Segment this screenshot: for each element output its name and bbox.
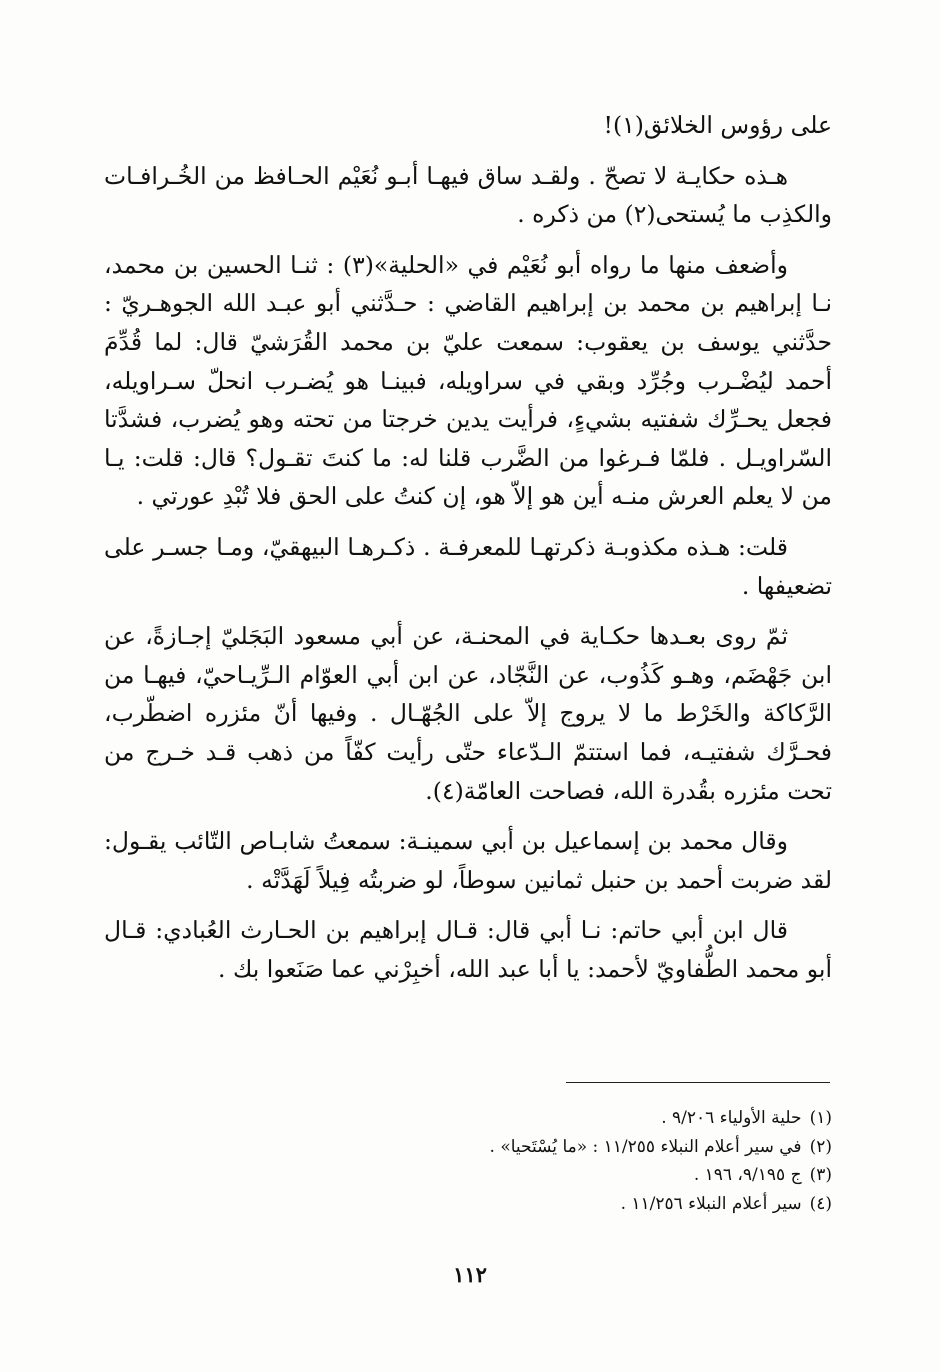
paragraph-7: قال ابن أبي حاتم: نـا أبي قال: قـال إبراهيم بن الحـارث العُبادي: قـال أبو محمد الطُّفاويّ لأحمد: يا أبا عبد الله، أخبِرْني عما صَنَعوا بك . [104, 916, 832, 983]
paragraph-4: قلت: هـذه مكذوبـة ذكرتهـا للمعرفـة . ذكـرهـا البيهقيّ، ومـا جسـر على تضعيفها . [104, 532, 832, 600]
footnote-number: (٢) [809, 1136, 832, 1157]
main-text [104, 106, 832, 988]
footnote-3 [420, 1161, 832, 1190]
paragraph-2: هـذه حكايـة لا تصحّ . ولقـد ساق فيهـا أبـو نُعَيْم الحـافظ من الخُـرافـات والكذِب ما يُستحى(٢) من ذكره . [104, 161, 832, 229]
footnote-number: (٤) [809, 1193, 832, 1214]
footnote-number: (٣) [809, 1165, 832, 1185]
footnote-text: في سير أعلام النبلاء ١١/٢٥٥ : «ما يُسْتَحيا» . [489, 1136, 802, 1157]
footnote-text: سير أعلام النبلاء ١١/٢٥٦ . [620, 1193, 802, 1214]
footnote-number: (١) [809, 1108, 832, 1128]
paragraph-3: وأضعف منها ما رواه أبو نُعَيْم في «الحلية»(٣) : ثنـا الحسين بن محمد، نـا إبراهيم بن محمد بن إبراهيم القاضي : حـدَّثني أبو عبـد الله الجوهـريّ : حدَّثني يوسف بن يعقوب: سمعت عليّ بن محمد القُرَشيّ قال: لما قُدِّمَ أحمد ليُضْـرب وجُرِّد وبقي في سراويله، فبينـا هو يُضـرب انحلّ سـراويله، فجعل يحـرِّك شفتيه بشيءٍ، فرأيت يدين خرجتا من تحته وهو يُضرب، فشدَّتا السّراويـل . فلمّا فـرغوا من الضَّرب قلنا له: ما كنتَ تقـول؟ قال: قلت: يـا من لا يعلم العرش منـه أين هو إلاّ هو، إن كنتُ على الحق فلا تُبْدِ عورتي . [104, 250, 832, 511]
footnote-1 [420, 1104, 832, 1133]
page-number: ١١٢ [453, 1262, 487, 1287]
footnotes [420, 1104, 832, 1218]
footnote-text: ج ٩/١٩٥، ١٩٦ . [693, 1165, 802, 1185]
footnote-2 [420, 1133, 832, 1162]
paragraph-6: وقال محمد بن إسماعيل بن أبي سمينـة: سمعتُ شابـاص التّائب يقـول: لقد ضربت أحمد بن حنبل ثمانين سوطاً، لو ضربتُه فِيلاً لَهَدَّتْه . [104, 827, 832, 894]
footnote-4 [420, 1190, 832, 1219]
paragraph-5: ثمّ روى بعـدها حكـاية في المحنـة، عن أبي مسعود البَجَليّ إجـازةً، عن ابن جَهْضَم، وهـو كَذُوب، عن النَّجّاد، عن ابن أبي العوّام الـرِّيـاحيّ، فيهـا من الرَّكاكة والخَرْط ما لا يروج إلاّ على الجُهّـال . وفيها أنّ مئزره اضطّرب، فحـرَّك شفتيـه، فما استتمّ الـدّعاء حتّى رأيت كفّاً من ذهب قـد خـرج من تحت مئزره بقُدرة الله، فصاحت العامّة(٤). [104, 622, 832, 805]
paragraph-1: على رؤوس الخلائق(١)! [603, 111, 832, 139]
footnote-divider [566, 1082, 830, 1083]
footnote-text: حلية الأولياء ٩/٢٠٦ . [661, 1108, 802, 1128]
